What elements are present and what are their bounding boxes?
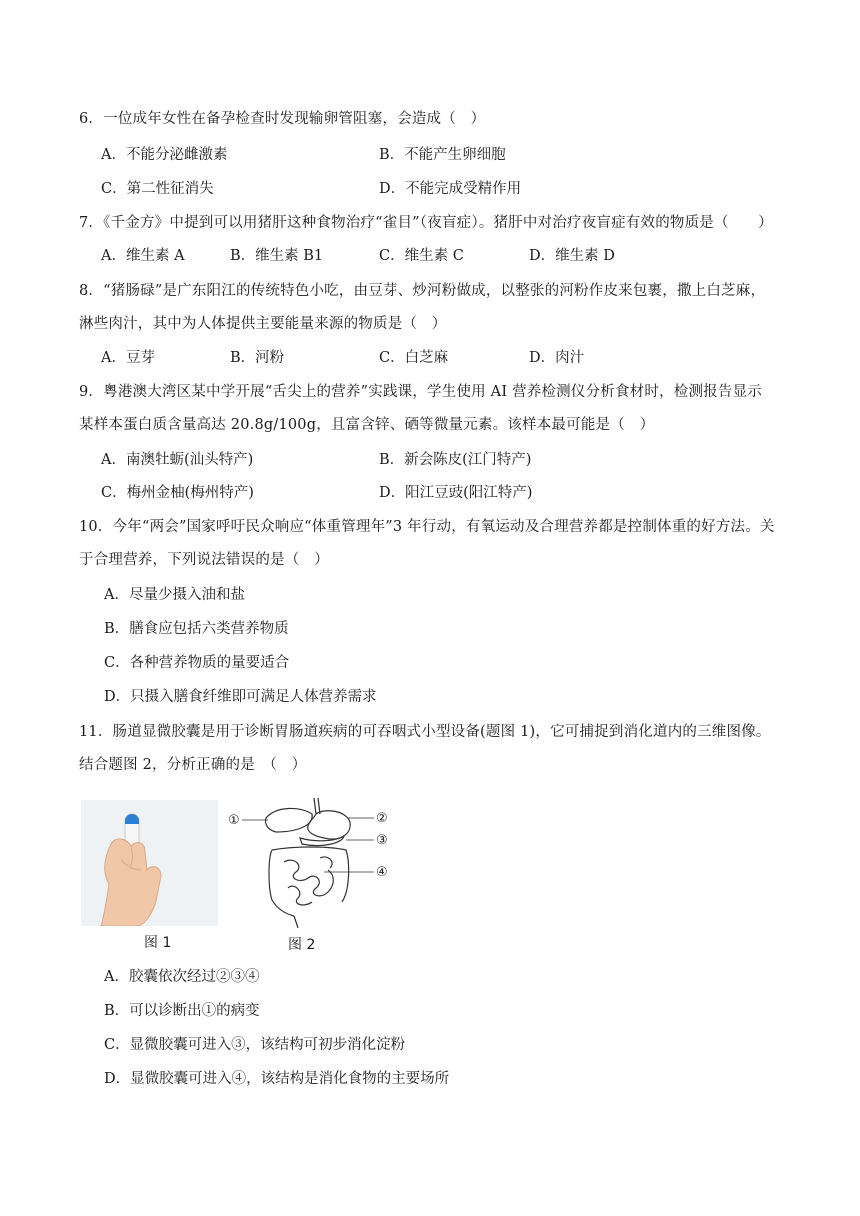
- q9-option-a: A．南澳牡蛎(汕头特产): [101, 452, 254, 468]
- figure-1-caption: 图 1: [144, 935, 172, 951]
- label-4: ④: [376, 865, 388, 880]
- label-1: ①: [228, 813, 240, 828]
- q8-option-d: D．肉汁: [529, 350, 585, 366]
- q11-option-b: B．可以诊断出①的病变: [104, 1003, 260, 1019]
- q11-option-c: C．显微胶囊可进入③，该结构可初步消化淀粉: [104, 1037, 406, 1053]
- q11-stem-line1: 11．肠道显微胶囊是用于诊断胃肠道疾病的可吞咽式小型设备(题图 1)，它可捕捉到消化道内的三维图像。: [79, 724, 771, 740]
- q9-option-b: B．新会陈皮(江门特产): [379, 452, 532, 468]
- q7-option-a: A．维生素 A: [101, 248, 185, 264]
- q10-option-d: D．只摄入膳食纤维即可满足人体营养需求: [104, 689, 377, 705]
- digestive-system-illustration: [224, 792, 404, 932]
- q11-option-a: A．胶囊依次经过②③④: [104, 969, 260, 985]
- q7-stem: 7．《千金方》中提到可以用猪肝这种食物治疗“雀目”（夜盲症）。猪肝中对治疗夜盲症有效的物质是（ ）: [79, 215, 773, 231]
- q8-option-c: C．白芝麻: [379, 350, 449, 366]
- q8-option-b: B．河粉: [230, 350, 285, 366]
- q9-stem-line1: 9．粤港澳大湾区某中学开展“舌尖上的营养”实践课，学生使用 AI 营养检测仪分析食材时，检测报告显示: [79, 384, 762, 400]
- q10-stem-line1: 10．今年“两会”国家呼吁民众响应“体重管理年”3 年行动，有氧运动及合理营养都是控制体重的好方法。关: [79, 519, 775, 535]
- capsule-hand-illustration: [81, 800, 218, 926]
- q7-option-c: C．维生素 C: [379, 248, 464, 264]
- q11-option-d: D．显微胶囊可进入④，该结构是消化食物的主要场所: [104, 1071, 450, 1087]
- figure-2-caption: 图 2: [288, 937, 316, 953]
- figure-2-digestive-diagram: [224, 792, 404, 932]
- q6-option-d: D．不能完成受精作用: [379, 181, 522, 197]
- q6-option-c: C．第二性征消失: [101, 181, 214, 197]
- q7-option-d: D．维生素 D: [529, 248, 615, 264]
- q6-option-b: B．不能产生卵细胞: [379, 147, 506, 163]
- q10-option-b: B．膳食应包括六类营养物质: [104, 621, 289, 637]
- q6-stem: 6．一位成年女性在备孕检查时发现输卵管阻塞，会造成（ ）: [79, 111, 486, 127]
- q9-option-d: D．阳江豆豉(阳江特产): [379, 485, 533, 501]
- label-3: ③: [376, 833, 388, 848]
- q9-stem-line2: 某样本蛋白质含量高达 20.8g/100g，且富含锌、硒等微量元素。该样本最可能是（ ）: [79, 417, 655, 433]
- q8-stem-line1: 8．“猪肠碌”是广东阳江的传统特色小吃，由豆芽、炒河粉做成，以整张的河粉作皮来包裹，撒上白芝麻，: [79, 283, 766, 299]
- q10-option-c: C．各种营养物质的量要适合: [104, 655, 290, 671]
- q9-option-c: C．梅州金柚(梅州特产): [101, 485, 254, 501]
- q8-stem-line2: 淋些肉汁，其中为人体提供主要能量来源的物质是（ ）: [79, 316, 447, 332]
- q8-option-a: A．豆芽: [101, 350, 155, 366]
- q10-stem-line2: 于合理营养，下列说法错误的是（ ）: [79, 552, 329, 568]
- q11-stem-line2: 结合题图 2，分析正确的是 （ ）: [79, 757, 307, 773]
- q6-option-a: A．不能分泌雌激素: [101, 147, 228, 163]
- label-2: ②: [376, 811, 388, 826]
- figure-1-capsule-photo: [81, 800, 218, 926]
- q10-option-a: A．尽量少摄入油和盐: [104, 587, 245, 603]
- q7-option-b: B．维生素 B1: [230, 248, 324, 264]
